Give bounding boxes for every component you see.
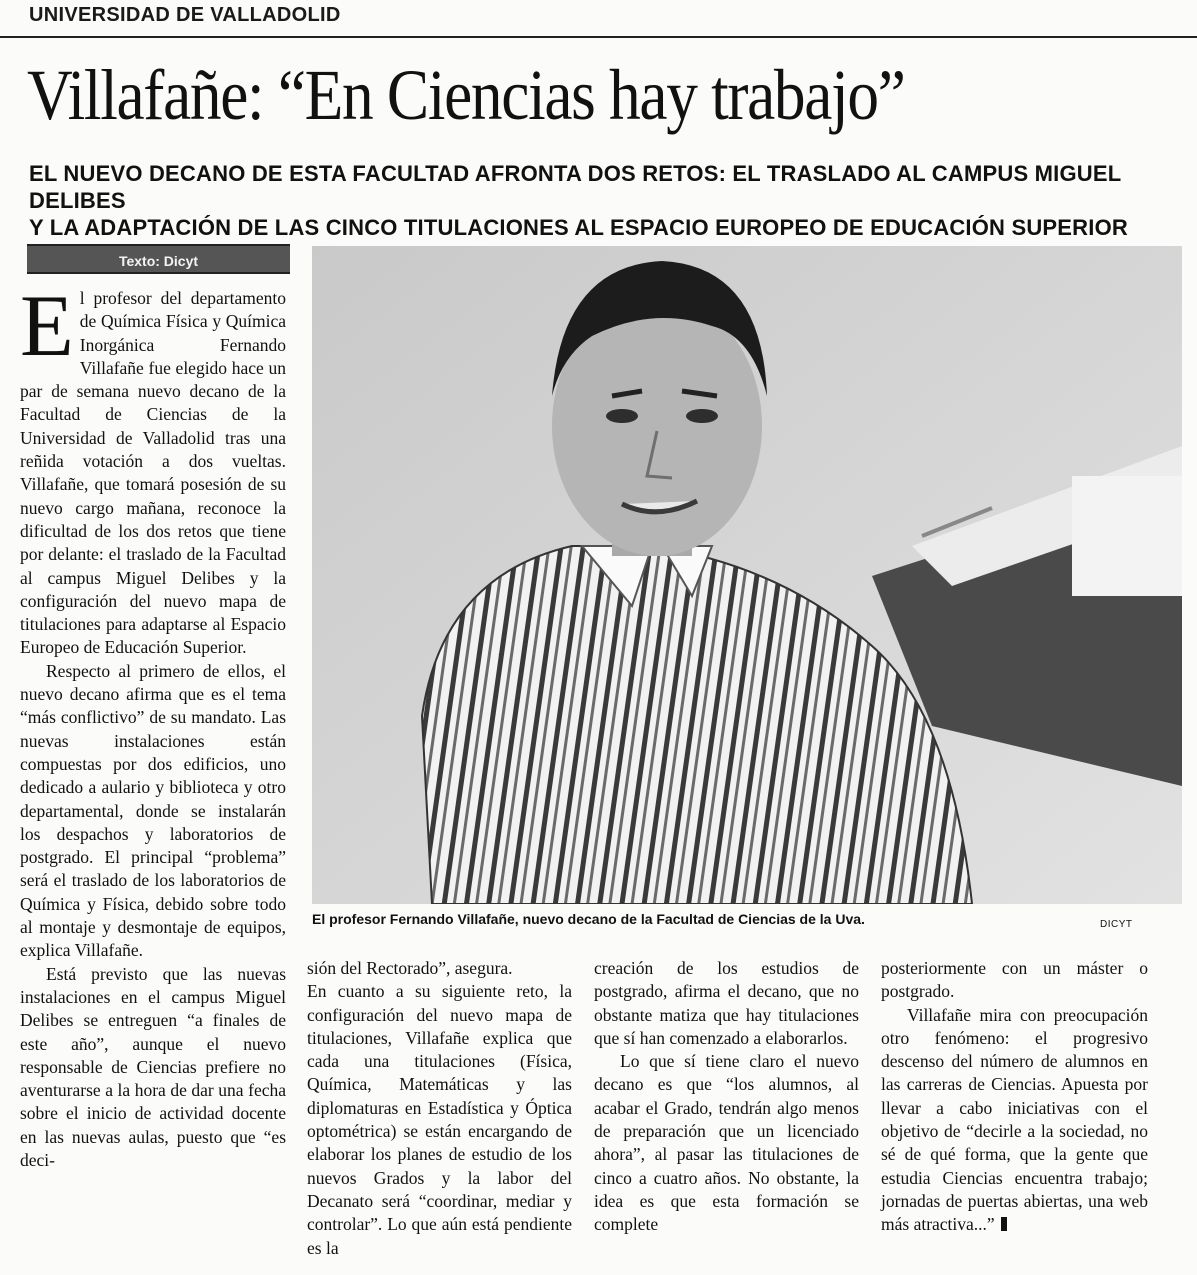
portrait-photo — [312, 246, 1182, 904]
portrait-image — [312, 246, 1182, 904]
article-column-3 — [594, 957, 859, 1237]
paragraph: posteriormente con un máster o postgrado. — [881, 958, 1148, 1002]
subheadline — [29, 160, 1169, 241]
paragraph: En cuanto a su siguiente reto, la configuración del nuevo mapa de titulaciones, Villafañe explica que cada una titulaciones (Física, Química, Matemáticas y las diplomaturas en Estadística y Óptica optométrica) se están encargando de elaborar los planes de estudio de los nuevos Grados y la labor del Decanato será “coordinar, mediar y controlar”. Lo que aún está pendiente es la — [307, 981, 572, 1258]
photo-credit: DICYT — [1100, 919, 1133, 930]
drop-cap: E — [20, 278, 74, 375]
subheadline-line-2: Y LA ADAPTACIÓN DE LAS CINCO TITULACIONES AL ESPACIO EUROPEO DE EDUCACIÓN SUPERIOR — [29, 215, 1128, 240]
header-rule — [0, 36, 1197, 38]
paragraph: sión del Rectorado”, asegura. — [307, 958, 513, 978]
article-column-4 — [881, 957, 1148, 1237]
paragraph: creación de los estudios de postgrado, afirma el decano, que no obstante matiza que hay titulaciones que sí han comenzado a elaborarlos. — [594, 958, 859, 1048]
byline: Texto: Dicyt — [27, 244, 290, 274]
paragraph: Respecto al primero de ellos, el nuevo decano afirma que es el tema “más conflictivo” de su mandato. Las nuevas instalaciones están compuestas por dos edificios, uno dedicado a aulario y biblioteca y otro departamental, donde se instalarán los despachos y laboratorios de postgrado. El principal “problema” será el traslado de los laboratorios de Química y Física, debido sobre todo al montaje y desmontaje de equipos, explica Villafañe. — [20, 660, 286, 961]
paragraph: Está previsto que las nuevas instalaciones en el campus Miguel Delibes se entreguen “a finales de este año”, aunque el nuevo responsable de Ciencias prefiere no aventurarse a la hora de dar una fecha sobre el inicio de actividad docente en las nuevas aulas, puesto que “es deci- — [20, 963, 286, 1170]
paragraph-text: Villafañe mira con preocupación otro fenómeno: el progresivo descenso del número de alumnos en las carreras de Ciencias. Apuesta por llevar a cabo iniciativas con el objetivo de “decirle a la sociedad, no sé de qué forma, que la gente que estudia Ciencias encuentra trabajo; jornadas de puertas abiertas, una web más atractiva...” — [881, 1004, 1148, 1235]
headline: Villafañe: “En Ciencias hay trabajo” — [27, 55, 905, 135]
photo-caption: El profesor Fernando Villafañe, nuevo decano de la Facultad de Ciencias de la Uva. — [312, 911, 865, 927]
paragraph — [881, 1004, 1148, 1237]
paragraph — [20, 278, 286, 660]
end-mark-icon — [1001, 1217, 1007, 1231]
subheadline-line-1: EL NUEVO DECANO DE ESTA FACULTAD AFRONTA DOS RETOS: EL TRASLADO AL CAMPUS MIGUEL DELIBES — [29, 161, 1122, 213]
paragraph-text: l profesor del departamento de Química Física y Química Inorgánica Fernando Villafañe fue elegido hace un par de semana nuevo decano de la Facultad de Ciencias de la Universidad de Valladolid tras una reñida votación a dos vueltas. Villafañe, que tomará posesión de su nuevo cargo mañana, reconoce la dificultad de los dos retos que tiene por delante: el traslado de la Facultad al campus Miguel Delibes y la configuración del nuevo mapa de titulaciones para adaptarse al Espacio Europeo de Educación Superior. — [20, 288, 286, 658]
article-column-1 — [20, 278, 286, 1172]
article-column-2 — [307, 957, 572, 1260]
paragraph: Lo que sí tiene claro el nuevo decano es que “los alumnos, al acabar el Grado, tendrán algo menos de preparación que un licenciado ahora”, al pasar las titulaciones de cinco a cuatro años. No obstante, la idea es que esta formación se complete — [594, 1051, 859, 1235]
section-label: UNIVERSIDAD DE VALLADOLID — [29, 4, 341, 26]
